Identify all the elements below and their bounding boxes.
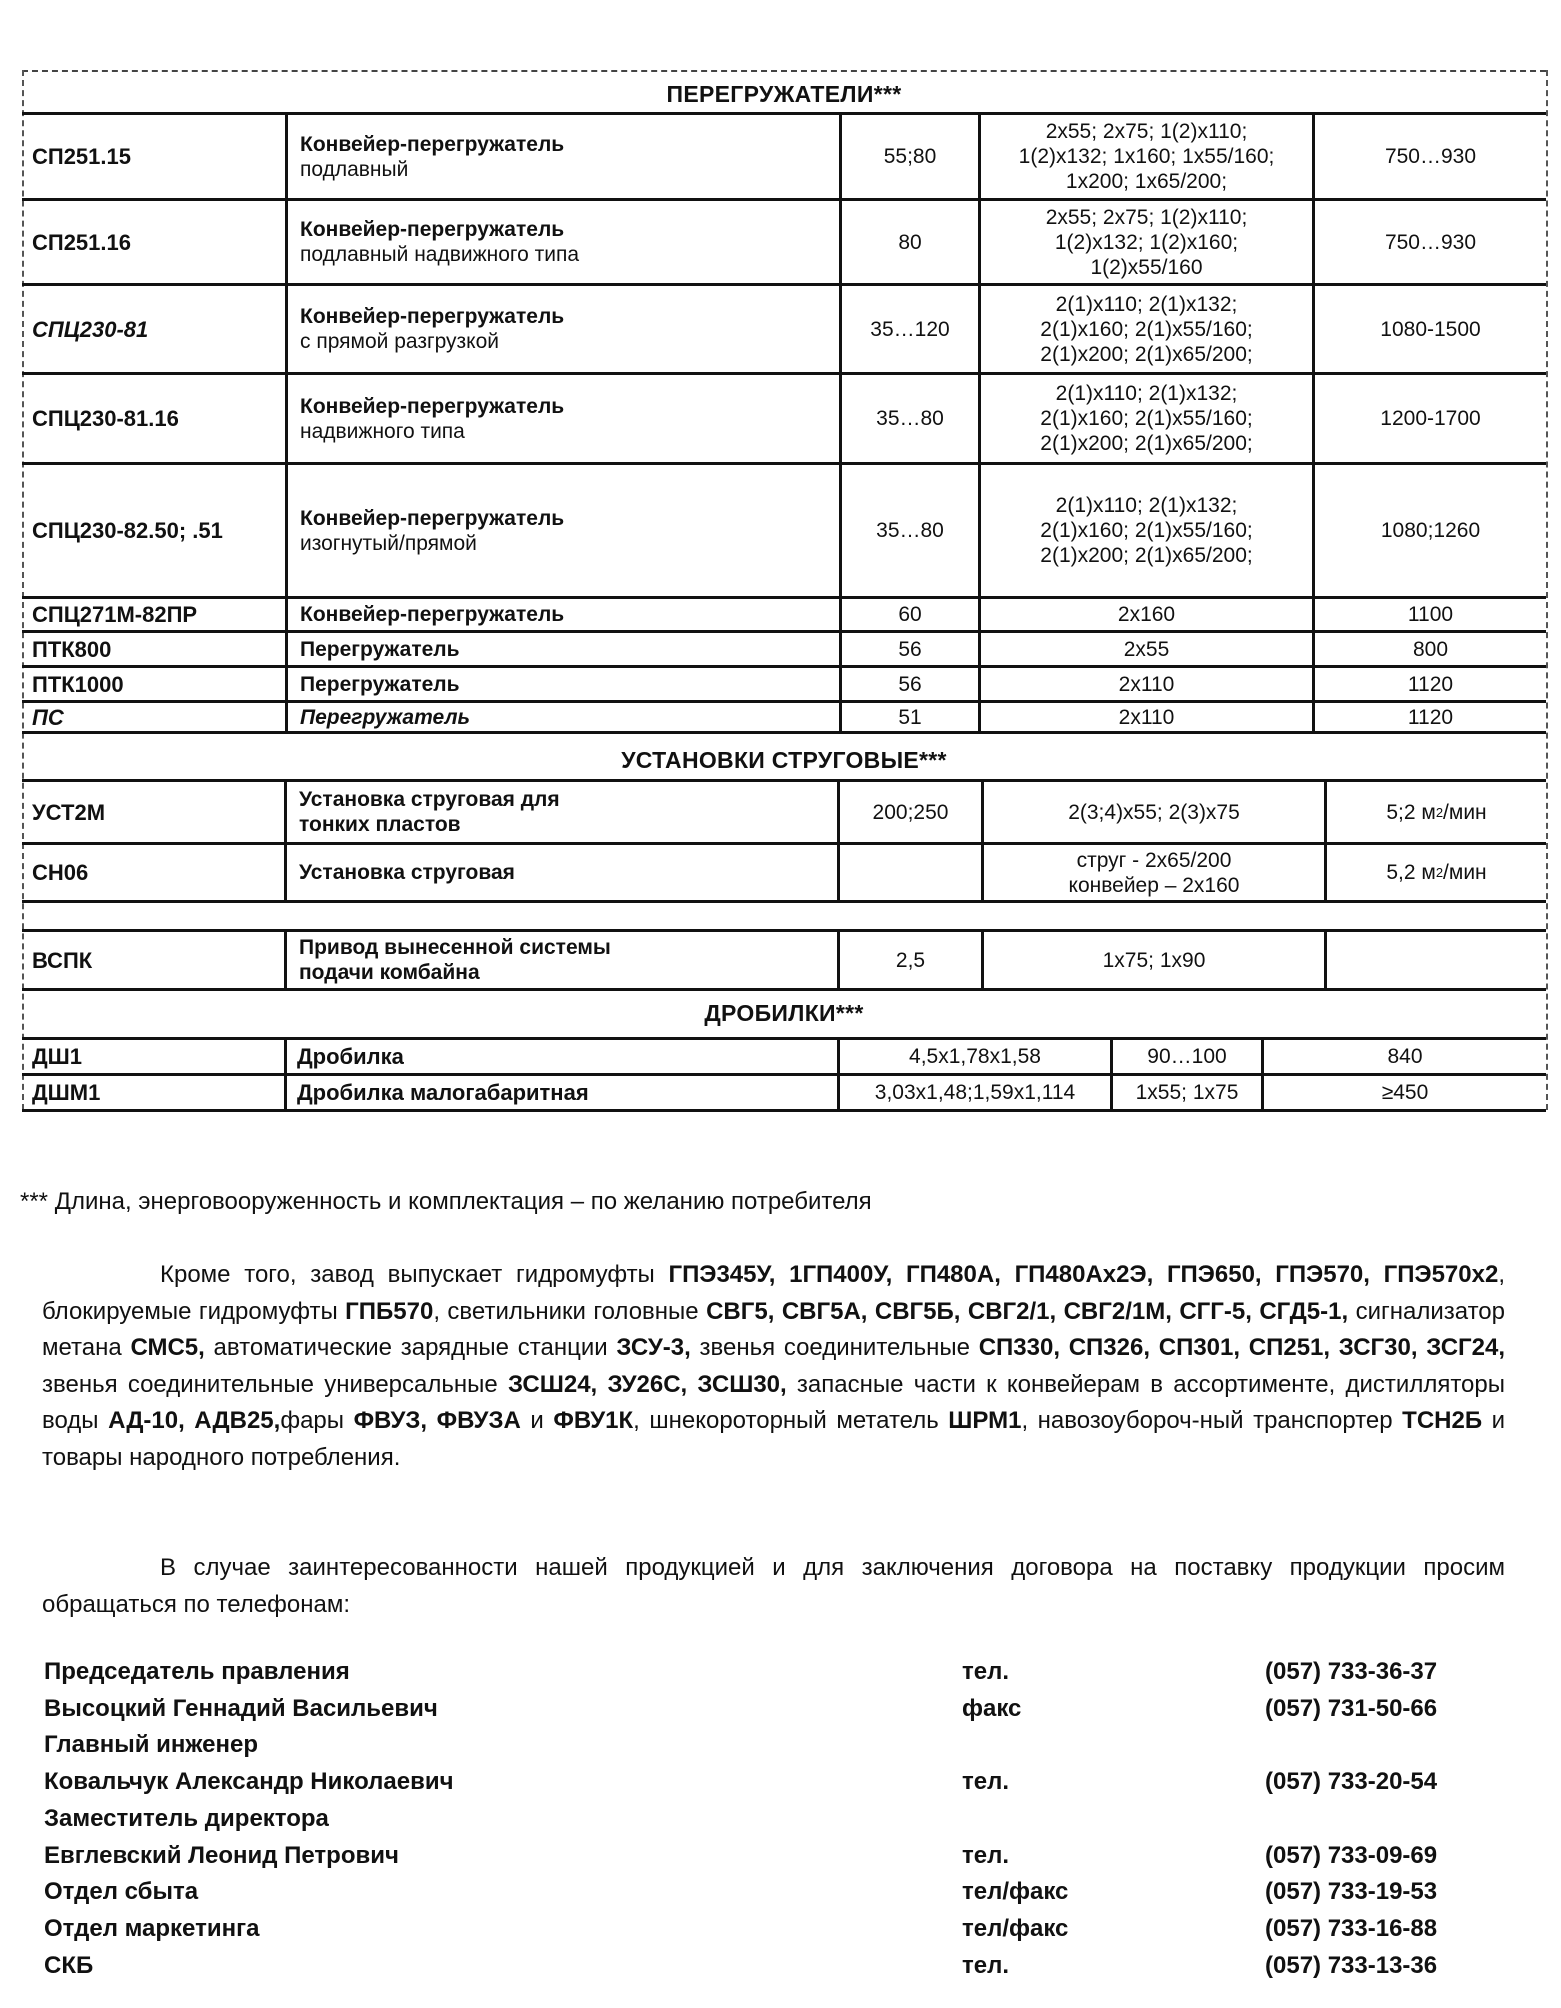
paragraph-text: звенья соединительные универсальные xyxy=(42,1370,508,1398)
description-line-1: Конвейер-перегружатель xyxy=(300,394,565,418)
motor-power xyxy=(981,201,1312,283)
description-line-1: Конвейер-перегружатель xyxy=(300,132,565,156)
capacity-value: 750…930 xyxy=(1384,230,1477,254)
paragraph-text: , блокируемые гидромуфты xyxy=(42,1261,1505,1325)
speed-value: 35…80 xyxy=(876,519,944,542)
contact-phone: (057) 733-19-53 xyxy=(1265,1878,1438,1906)
speed-value: 2,5 xyxy=(895,948,926,972)
product-description: Дробилка малогабаритная xyxy=(297,1080,589,1105)
product-code: СП251.15 xyxy=(32,144,131,169)
product-code: СП251.16 xyxy=(32,229,131,255)
paragraph-text: , шнекороторный метатель xyxy=(633,1407,949,1434)
capacity-value: 1200-1700 xyxy=(1380,407,1481,430)
productivity-unit: /мин xyxy=(1443,861,1487,884)
motor-power: 1х75; 1х90 xyxy=(1102,948,1206,972)
superscript-2: 2 xyxy=(1435,865,1444,880)
paragraph-contact-intro: В случае заинтересованности нашей продукцией и для заключения договора на поставку продукции просим обращаться по телефонам: xyxy=(42,1554,1505,1618)
product-model-list: ГПБ570 xyxy=(345,1297,434,1325)
product-model-list: СМС5, xyxy=(130,1334,205,1361)
contact-type: тел. xyxy=(962,1658,1010,1685)
product-description xyxy=(288,599,839,630)
speed-value: 35…80 xyxy=(876,407,944,430)
capacity-value: 1120 xyxy=(1407,705,1454,729)
motor-power-line: 2(1)х160; 2(1)х55/160; xyxy=(1040,519,1253,542)
motor-power xyxy=(981,286,1312,372)
product-description: Дробилка xyxy=(297,1044,404,1069)
motor-power-line: 2(1)х200; 2(1)х65/200; xyxy=(1040,342,1253,366)
motor-power-line: 2х110 xyxy=(1118,705,1175,729)
dimensions-value: 4,5х1,78х1,58 xyxy=(909,1045,1041,1068)
paragraph-text: и товары народного потребления. xyxy=(42,1407,1506,1471)
product-description xyxy=(288,703,839,731)
section-header-crushers: ДРОБИЛКИ*** xyxy=(704,1000,864,1026)
capacity-value: ≥450 xyxy=(1381,1081,1429,1104)
description-line-2: надвижного типа xyxy=(300,419,465,443)
product-description xyxy=(288,375,839,462)
product-description xyxy=(288,465,839,596)
row-divider xyxy=(22,988,1546,991)
product-description xyxy=(288,668,839,700)
paragraph-text: , светильники головные xyxy=(433,1297,707,1325)
motor-power-line: 2(1)х200; 2(1)х65/200; xyxy=(1040,544,1253,567)
product-description xyxy=(287,845,837,900)
motor-power-line: 2(1)х200; 2(1)х65/200; xyxy=(1040,432,1253,455)
speed-value: 56 xyxy=(898,637,922,661)
product-model-list: АД-10, АДВ25, xyxy=(108,1407,281,1434)
description-line-2: подлавный xyxy=(300,157,409,181)
speed-value: 200;250 xyxy=(872,800,949,824)
description-line-1: Конвейер-перегружатель xyxy=(300,305,565,328)
contact-phone: (057) 733-16-88 xyxy=(1265,1914,1438,1942)
product-model-list: СП330, СП326, СП301, СП251, ЗСГ30, ЗСГ24, xyxy=(978,1334,1505,1361)
dimensions-value: 3,03х1,48;1,59х1,114 xyxy=(874,1081,1076,1104)
product-code: СПЦ230-82.50; .51 xyxy=(32,518,223,543)
product-model-list: СВГ5, СВГ5А, СВГ5Б, СВГ2/1, СВГ2/1М, СГГ-5, СГД5-1, xyxy=(706,1297,1349,1325)
contact-phone: (057) 733-13-36 xyxy=(1265,1951,1438,1979)
row-divider xyxy=(22,900,1546,903)
motor-power xyxy=(981,633,1312,665)
contact-name: Председатель правления xyxy=(44,1658,350,1685)
contact-name: Отдел сбыта xyxy=(44,1878,199,1906)
product-code: ПТК1000 xyxy=(32,671,124,697)
description-line-1: Перегружатель xyxy=(300,705,470,729)
speed-value xyxy=(840,845,981,900)
motor-power xyxy=(981,668,1312,700)
motor-power: 90…100 xyxy=(1147,1045,1227,1068)
superscript-2: 2 xyxy=(1435,804,1444,820)
motor-power-line: 2(1)х160; 2(1)х55/160; xyxy=(1040,317,1253,341)
motor-power-line: 2х55; 2х75; 1(2)х110; xyxy=(1045,205,1248,229)
contact-phone: (057) 733-36-37 xyxy=(1265,1658,1438,1685)
description-line-2: подлавный надвижного типа xyxy=(300,243,580,266)
contact-name: Главный инженер xyxy=(44,1731,258,1759)
motor-power xyxy=(981,703,1312,731)
product-description xyxy=(287,782,837,842)
paragraph-text: сигнализатор метана xyxy=(42,1297,1505,1361)
motor-power-line: 2(1)х110; 2(1)х132; xyxy=(1055,382,1238,405)
description-line-2: подачи комбайна xyxy=(299,961,480,984)
product-model-list: ФВУЗ, ФВУЗА xyxy=(353,1407,521,1434)
contact-type: тел/факс xyxy=(962,1914,1069,1942)
contact-name: Отдел маркетинга xyxy=(44,1914,260,1942)
capacity-value: 800 xyxy=(1412,637,1449,661)
row-divider xyxy=(22,1109,1546,1112)
motor-power-line: 2х55; 2х75; 1(2)х110; xyxy=(1045,120,1248,143)
motor-power-line: 2х160 xyxy=(1117,603,1176,626)
speed-value: 56 xyxy=(898,672,922,696)
product-description xyxy=(288,115,839,198)
contact-phone: (057) 733-09-69 xyxy=(1265,1841,1438,1869)
motor-power-line: струг - 2х65/200 xyxy=(1076,848,1232,872)
motor-power-line: 2х55 xyxy=(1123,637,1170,661)
product-model-list: ЗСШ24, ЗУ26С, ЗСШ30, xyxy=(507,1370,787,1398)
productivity-value xyxy=(1327,782,1546,842)
motor-power xyxy=(981,115,1312,198)
description-line-1: Установка струговая xyxy=(299,861,515,884)
product-code: ПС xyxy=(32,704,64,730)
description-line-1: Установка струговая для xyxy=(299,788,560,811)
contact-name: Евглевский Леонид Петрович xyxy=(44,1841,399,1869)
speed-value: 51 xyxy=(898,705,922,729)
row-divider xyxy=(22,731,1546,734)
contact-phone: (057) 731-50-66 xyxy=(1265,1694,1438,1722)
speed-value: 80 xyxy=(898,230,922,254)
motor-power-line: 2(3;4)х55; 2(3)х75 xyxy=(1068,800,1240,824)
description-line-1: Привод вынесенной системы xyxy=(299,936,611,959)
product-code: УСТ2М xyxy=(32,799,106,825)
productivity-number: 5,2 м xyxy=(1386,861,1436,884)
paragraph-products xyxy=(42,1257,1505,1476)
motor-power-line: 1(2)х132; 1(2)х160; xyxy=(1054,230,1239,254)
motor-power xyxy=(981,465,1312,596)
product-description xyxy=(288,201,839,283)
productivity-number: 5;2 м xyxy=(1386,800,1436,824)
paragraph-text: , навозоубороч-ный транспортер xyxy=(1021,1407,1403,1434)
motor-power-line: 1(2)х55/160 xyxy=(1090,255,1203,279)
motor-power xyxy=(984,782,1324,842)
paragraph-text: и xyxy=(520,1407,554,1434)
motor-power-line: 2(1)х160; 2(1)х55/160; xyxy=(1040,407,1253,430)
description-line-1: Конвейер-перегружатель xyxy=(300,506,565,530)
motor-power xyxy=(981,599,1312,630)
motor-power-line: конвейер – 2х160 xyxy=(1068,873,1240,897)
product-code: СПЦ230-81.16 xyxy=(32,406,179,431)
table-top-border xyxy=(22,70,1546,72)
motor-power-line: 2(1)х110; 2(1)х132; xyxy=(1055,494,1238,517)
description-line-1: Конвейер-перегружатель xyxy=(300,218,565,241)
motor-power-line: 1х200; 1х65/200; xyxy=(1065,170,1228,193)
contact-type: тел. xyxy=(962,1841,1010,1869)
contact-type: тел/факс xyxy=(962,1878,1069,1906)
product-description xyxy=(288,286,839,372)
contact-type: факс xyxy=(962,1694,1022,1722)
description-line-1: Перегружатель xyxy=(300,637,460,661)
description-line-2: с прямой разгрузкой xyxy=(300,330,500,353)
product-code: СПЦ271М-82ПР xyxy=(32,602,198,627)
product-description xyxy=(288,633,839,665)
paragraph-text: фары xyxy=(280,1407,354,1434)
paragraph-text: запасные части к конвейерам в ассортименте, дистилляторы воды xyxy=(42,1370,1505,1434)
motor-power xyxy=(984,845,1324,900)
contact-name: Высоцкий Геннадий Васильевич xyxy=(44,1694,438,1722)
speed-value: 60 xyxy=(898,603,922,626)
motor-power-line: 2(1)х110; 2(1)х132; xyxy=(1055,292,1238,316)
contact-type: тел. xyxy=(962,1768,1010,1796)
capacity-value: 1080-1500 xyxy=(1380,317,1481,341)
description-line-1: Конвейер-перегружатель xyxy=(300,603,565,626)
contact-phone: (057) 733-20-54 xyxy=(1265,1768,1438,1796)
productivity-value xyxy=(1327,845,1546,900)
product-code: СН06 xyxy=(32,860,89,885)
product-model-list: ЗСУ-3, xyxy=(616,1334,691,1361)
product-code: ДШ1 xyxy=(32,1044,83,1069)
motor-power-line: 1(2)х132; 1х160; 1х55/160; xyxy=(1018,145,1275,168)
motor-power: 1х55; 1х75 xyxy=(1135,1081,1239,1104)
motor-power xyxy=(981,375,1312,462)
contact-name: СКБ xyxy=(44,1951,94,1979)
motor-power-line: 2х110 xyxy=(1118,672,1175,696)
product-description xyxy=(287,932,837,988)
table-right-border xyxy=(1546,70,1548,1110)
product-model-list: ШРМ1 xyxy=(948,1407,1022,1434)
product-model-list: ТСН2Б xyxy=(1402,1407,1483,1434)
product-code: ДШМ1 xyxy=(32,1080,101,1105)
capacity-value: 840 xyxy=(1387,1045,1423,1068)
paragraph-text: звенья соединительные xyxy=(690,1334,979,1361)
description-line-2: изогнутый/прямой xyxy=(300,531,477,555)
product-model-list: ФВУ1К xyxy=(553,1407,634,1434)
speed-value: 35…120 xyxy=(870,317,950,341)
description-line-2: тонких пластов xyxy=(299,813,461,836)
description-line-1: Перегружатель xyxy=(300,672,460,696)
product-model-list: ГПЭ345У, 1ГП400У, ГП480А, ГП480Ах2Э, ГПЭ650, ГПЭ570, ГПЭ570х2 xyxy=(668,1261,1499,1288)
section-header-plough: УСТАНОВКИ СТРУГОВЫЕ*** xyxy=(621,747,947,773)
product-code: СПЦ230-81 xyxy=(32,316,149,342)
footnote: *** Длина, энерговооруженность и комплектация – по желанию потребителя xyxy=(20,1188,872,1215)
productivity-unit: /мин xyxy=(1443,800,1487,824)
capacity-value xyxy=(1327,932,1546,988)
contact-name: Заместитель директора xyxy=(44,1804,329,1832)
capacity-value: 750…930 xyxy=(1384,145,1477,168)
capacity-value: 1100 xyxy=(1407,603,1454,626)
capacity-value: 1080;1260 xyxy=(1380,519,1481,542)
paragraph-text: автоматические зарядные станции xyxy=(204,1334,617,1361)
contact-name: Ковальчук Александр Николаевич xyxy=(44,1768,454,1796)
section-header-transfer: ПЕРЕГРУЖАТЕЛИ*** xyxy=(666,81,902,107)
contact-type: тел. xyxy=(962,1951,1010,1979)
speed-value: 55;80 xyxy=(883,145,937,168)
product-code: ПТК800 xyxy=(32,636,112,662)
paragraph-text: Кроме того, завод выпускает гидромуфты xyxy=(160,1261,669,1288)
product-code: ВСПК xyxy=(32,947,93,973)
capacity-value: 1120 xyxy=(1407,672,1454,696)
